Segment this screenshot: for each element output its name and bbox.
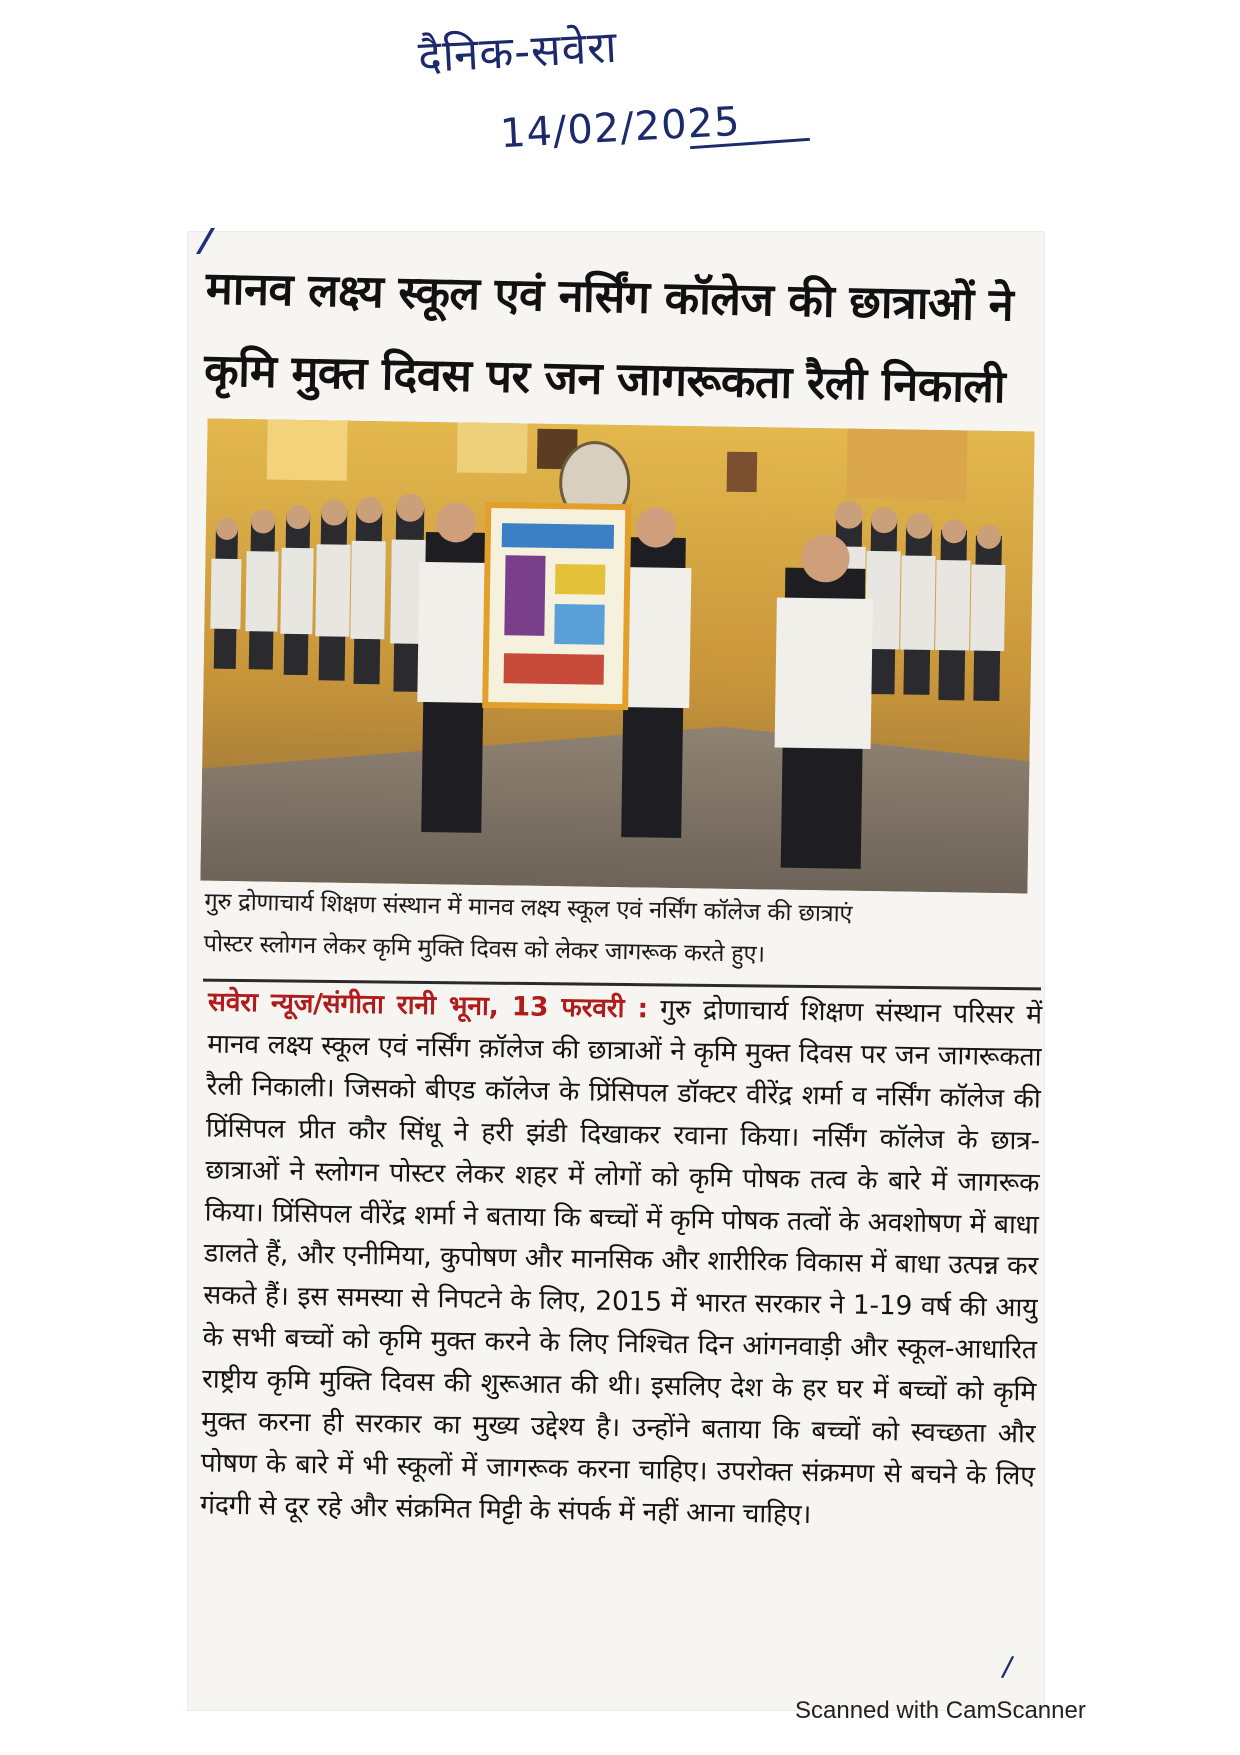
end-mark-icon: ∕ xyxy=(1000,1649,1016,1684)
article-body xyxy=(200,981,1042,1539)
photo-caption xyxy=(203,880,1036,980)
caption-line-2: पोस्टर स्लोगन लेकर कृमि मुक्ति दिवस को लेकर जागरूक करते हुए। xyxy=(203,929,766,968)
article-dateline: सवेरा न्यूज/संगीता रानी भूना, 13 फरवरी : xyxy=(207,986,649,1025)
article-photo xyxy=(200,419,1034,894)
handwritten-paper-name: दैनिक-सवेरा xyxy=(416,21,619,84)
caption-line-1: गुरु द्रोणाचार्य शिक्षण संस्थान में मानव लक्ष्य स्कूल एवं नर्सिंग कॉलेज की छात्राएं xyxy=(204,887,853,928)
handwritten-date: 14/02/2025 xyxy=(498,98,742,158)
article-headline xyxy=(203,247,1026,428)
scanner-watermark: Scanned with CamScanner xyxy=(795,1697,1086,1724)
headline-line-2: कृमि मुक्त दिवस पर जन जागरूकता रैली निकाली xyxy=(203,343,1006,414)
article-body-text: गुरु द्रोणाचार्य शिक्षण संस्थान परिसर में मानव लक्ष्य स्कूल एवं नर्सिंग क़ॉलेज की छात्राओं ने कृमि मुक्त दिवस पर जन जागरूकता रैली निकाली। जिसको बीएड कॉलेज के प्रिंसिपल डॉक्टर वीरेंद्र शर्मा व नर्सिंग कॉलेज की प्रिंसिपल प्रीत कौर सिंधू ने हरी झंडी दिखाकर रवाना किया। नर्सिंग कॉलेज के छात्र-छात्राओं ने स्लोगन पोस्टर लेकर शहर में लोगों को कृमि पोषक तत्व के बारे में जागरूक किया। प्रिंसिपल वीरेंद्र शर्मा ने बताया कि बच्चों में कृमि पोषक तत्वों के अवशोषण में बाधा डालते हैं, और एनीमिया, कुपोषण और मानसिक और शारीरिक विकास में बाधा उत्पन्न कर सकते हैं। इस समस्या से निपटने के लिए, 2015 में भारत सरकार ने 1-19 वर्ष की आयु के सभी बच्चों को कृमि मुक्त करने के लिए निश्चित दिन आंगनवाड़ी और स्कूल-आधारित राष्ट्रीय कृमि मुक्ति दिवस की शुरूआत की थी। इसलिए देश के हर घर में बच्चों को कृमि मुक्त करना ही सरकार का मुख्य उद्देश्य है। उन्होंने बताया कि बच्चों को स्वच्छता और पोषण के बारे में भी स्कूलों में जागरूक करना चाहिए। उपरोक्त संक्रमण से बचने के लिए गंदगी से दूर रहे और संक्रमित मिट्टी के संपर्क में नहीं आना चाहिए। xyxy=(199,993,1043,1530)
headline-line-1: मानव लक्ष्य स्कूल एवं नर्सिंग कॉलेज की छात्राओं ने xyxy=(205,261,1014,332)
